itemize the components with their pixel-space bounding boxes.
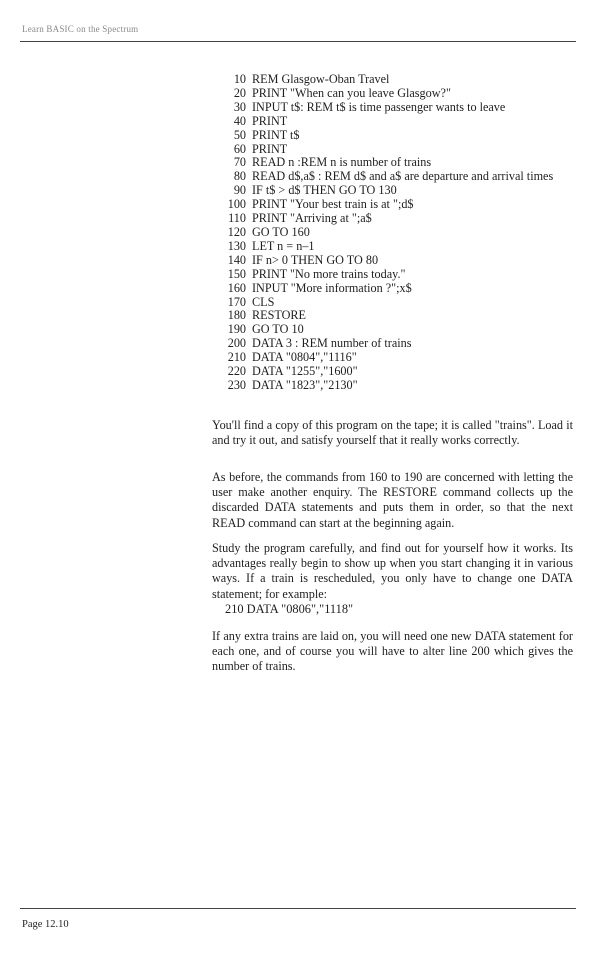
listing-line	[212, 379, 582, 393]
example-code-line: 210 DATA "0806","1118"	[225, 602, 354, 616]
listing-line	[212, 170, 582, 184]
line-number: 80	[233, 169, 246, 184]
line-code: REM Glasgow-Oban Travel	[252, 72, 390, 86]
line-number: 140	[227, 252, 246, 267]
listing-line	[212, 87, 582, 101]
line-number: 220	[227, 364, 246, 379]
line-number: 200	[227, 336, 246, 351]
line-number: 120	[227, 224, 246, 239]
listing-line	[212, 309, 582, 323]
line-number: 160	[227, 280, 246, 295]
line-code: PRINT "Arriving at ";a$	[252, 211, 372, 226]
line-number: 100	[227, 197, 246, 212]
listing-line	[212, 156, 582, 170]
line-code: PRINT t$	[252, 127, 300, 142]
listing-line	[212, 268, 582, 282]
line-number: 170	[227, 294, 246, 309]
line-code: DATA 3 : REM number of trains	[252, 336, 412, 351]
body-paragraph: You'll find a copy of this program on the tape; it is called "trains". Load it and try it out, and satisfy yourself that it really works correctly.	[212, 418, 573, 448]
line-number: 150	[227, 266, 246, 281]
listing-line	[212, 323, 582, 337]
line-number: 110	[228, 211, 246, 226]
line-code: READ d$,a$ : REM d$ and a$ are departure and arrival times	[252, 169, 554, 184]
listing-line	[212, 296, 582, 310]
line-number: 60	[233, 141, 246, 156]
line-code: CLS	[252, 294, 275, 309]
body-paragraph: If any extra trains are laid on, you will need one new DATA statement for each one, and of course you will have to alter line 200 which gives the number of trains.	[212, 629, 573, 674]
page-number: Page 12.10	[22, 919, 69, 930]
line-code: DATA "1255","1600"	[252, 364, 358, 379]
line-code: INPUT "More information ?";x$	[252, 280, 412, 295]
line-code: LET n = n–1	[252, 238, 315, 253]
line-code: GO TO 160	[252, 224, 310, 239]
running-head: Learn BASIC on the Spectrum	[22, 24, 139, 34]
line-number: 130	[227, 238, 246, 253]
line-number: 50	[233, 127, 246, 142]
header-rule	[20, 41, 576, 42]
line-number: 20	[233, 85, 246, 100]
line-code: READ n :REM n is number of trains	[252, 155, 432, 170]
line-code: INPUT t$: REM t$ is time passenger wants to leave	[252, 99, 506, 114]
line-code: PRINT "No more trains today."	[252, 266, 406, 281]
line-number: 30	[233, 99, 246, 114]
listing-line	[212, 129, 582, 143]
listing-line	[212, 73, 582, 87]
line-number: 230	[227, 377, 246, 392]
listing-line	[212, 101, 582, 115]
line-number: 210	[227, 350, 246, 365]
line-code: IF n> 0 THEN GO TO 80	[252, 252, 379, 267]
body-paragraph: Study the program carefully, and find out for yourself how it works. Its advantages really begin to show up when you start changing it in various ways. If a train is rescheduled, you only have to change one DATA statement; for example:	[212, 541, 573, 601]
line-code: PRINT	[252, 113, 288, 128]
line-code: DATA "1823","2130"	[252, 377, 358, 392]
footer-rule	[20, 908, 576, 909]
listing-line	[212, 240, 582, 254]
listing-line	[212, 115, 582, 129]
listing-line	[212, 143, 582, 157]
listing-line	[212, 282, 582, 296]
listing-line	[212, 198, 582, 212]
body-paragraph: As before, the commands from 160 to 190 are concerned with letting the user make another enquiry. The RESTORE command collects up the discarded DATA statements and puts them in order, so that the next READ command can start at the beginning again.	[212, 470, 573, 530]
listing-line	[212, 254, 582, 268]
line-code: RESTORE	[252, 308, 306, 323]
listing-line	[212, 337, 582, 351]
listing-line	[212, 212, 582, 226]
line-code: GO TO 10	[252, 322, 304, 337]
listing-line	[212, 226, 582, 240]
line-code: DATA "0804","1116"	[252, 350, 357, 365]
listing-line	[212, 365, 582, 379]
line-number: 90	[233, 183, 246, 198]
line-number: 190	[227, 322, 246, 337]
line-number: 180	[227, 308, 246, 323]
line-number: 70	[233, 155, 246, 170]
line-code: IF t$ > d$ THEN GO TO 130	[252, 183, 397, 198]
line-code: PRINT	[252, 141, 288, 156]
line-code: PRINT "Your best train is at ";d$	[252, 197, 414, 212]
line-number: 40	[233, 113, 246, 128]
listing-line	[212, 351, 582, 365]
listing-line	[212, 184, 582, 198]
program-listing	[212, 73, 582, 393]
line-code: PRINT "When can you leave Glasgow?"	[252, 85, 451, 100]
line-number: 10	[233, 72, 246, 86]
